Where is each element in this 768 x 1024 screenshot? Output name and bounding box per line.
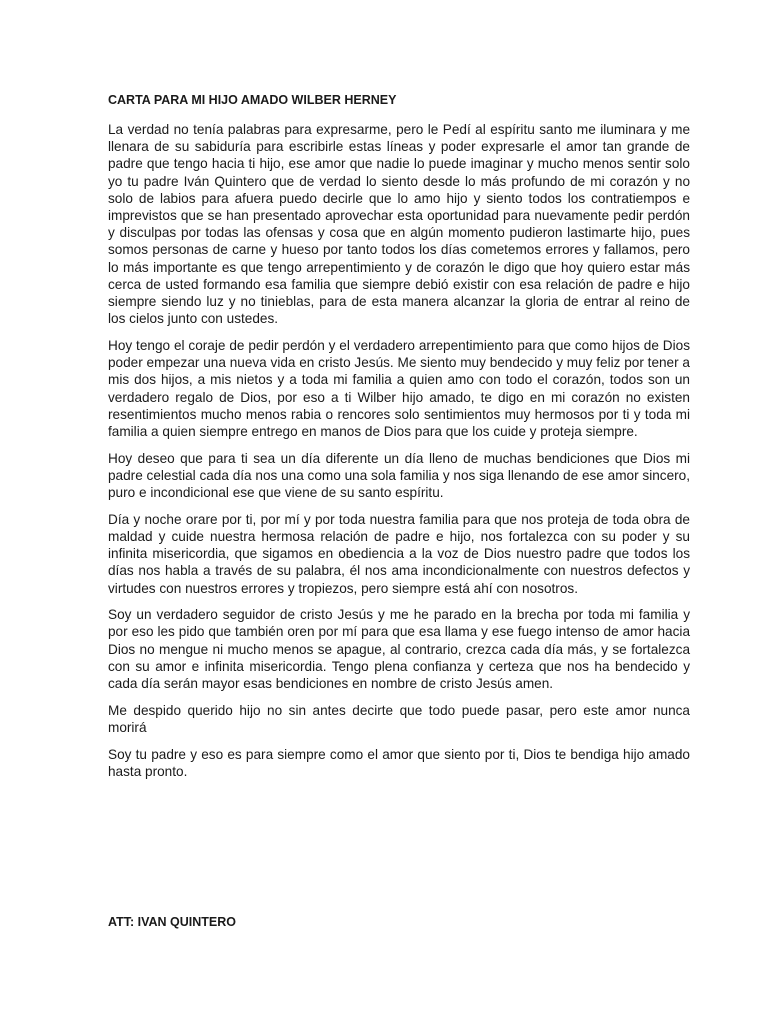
letter-signature: ATT: IVAN QUINTERO <box>108 915 237 929</box>
letter-body <box>108 92 690 790</box>
letter-title: CARTA PARA MI HIJO AMADO WILBER HERNEY <box>108 93 397 107</box>
paragraph-6: Me despido querido hijo no sin antes decirte que todo puede pasar, pero este amor nunca morirá <box>108 702 690 735</box>
paragraph-7: Soy tu padre y eso es para siempre como el amor que siento por ti, Dios te bendiga hijo amado hasta pronto. <box>108 746 690 779</box>
paragraph-3: Hoy deseo que para ti sea un día diferente un día lleno de muchas bendiciones que Dios mi padre celestial cada día nos una como una sola familia y nos siga llenando de ese amor sincero, puro e incondicional ese que viene de su santo espíritu. <box>108 450 690 501</box>
paragraph-2: Hoy tengo el coraje de pedir perdón y el verdadero arrepentimiento para que como hijos de Dios poder empezar una nueva vida en cristo Jesús. Me siento muy bendecido y muy feliz por tener a mis dos hijos, a mis nietos y a toda mi familia a quien amo con todo el corazón, todos son un verdadero regalo de Dios, por eso a ti Wilber hijo amado, te digo en mi corazón no existen resentimientos mucho menos rabia o rencores solo sentimientos muy hermosos por ti y toda mi familia a quien siempre entrego en manos de Dios para que los cuide y proteja siempre. <box>108 337 690 439</box>
paragraph-1: La verdad no tenía palabras para expresarme, pero le Pedí al espíritu santo me iluminara y me llenara de su sabiduría para escribirle estas líneas y poder expresarle el amor tan grande de padre que tengo hacia ti hijo, ese amor que nadie lo puede imaginar y mucho menos sentir solo yo tu padre Iván Quintero que de verdad lo siento desde lo más profundo de mi corazón y no solo de labios para afuera puedo decirle que lo amo hijo y siento todos los contratiempos e imprevistos que se han presentado aprovechar esta oportunidad para nuevamente pedir perdón y disculpas por todas las ofensas y cosa que en algún momento pudieron lastimarte hijo, pues somos personas de carne y hueso por tanto todos los días cometemos errores y fallamos, pero lo más importante es que tengo arrepentimiento y de corazón le digo que hoy quiero estar más cerca de usted formando esa familia que siempre debió existir con esa relación de padre e hijo siempre siendo luz y no tinieblas, para de esta manera alcanzar la gloria de entrar al reino de los cielos junto con ustedes. <box>108 122 690 327</box>
paragraph-5: Soy un verdadero seguidor de cristo Jesús y me he parado en la brecha por toda mi familia y por eso les pido que también oren por mí para que esa llama y ese fuego intenso de amor hacia Dios no mengue ni mucho menos se apague, al contrario, crezca cada día más, y se fortalezca con su amor e infinita misericordia. Tengo plena confianza y certeza que nos ha bendecido y cada día serán mayor esas bendiciones en nombre de cristo Jesús amen. <box>108 607 690 692</box>
paragraph-4: Día y noche orare por ti, por mí y por toda nuestra familia para que nos proteja de toda obra de maldad y cuide nuestra hermosa relación de padre e hijo, nos fortalezca con su poder y su infinita misericordia, que sigamos en obediencia a la voz de Dios nuestro padre que todos los días nos habla a través de su palabra, él nos ama incondicionalmente con nuestros defectos y virtudes con nuestros errores y tropiezos, pero siempre está ahí con nosotros. <box>108 511 690 596</box>
